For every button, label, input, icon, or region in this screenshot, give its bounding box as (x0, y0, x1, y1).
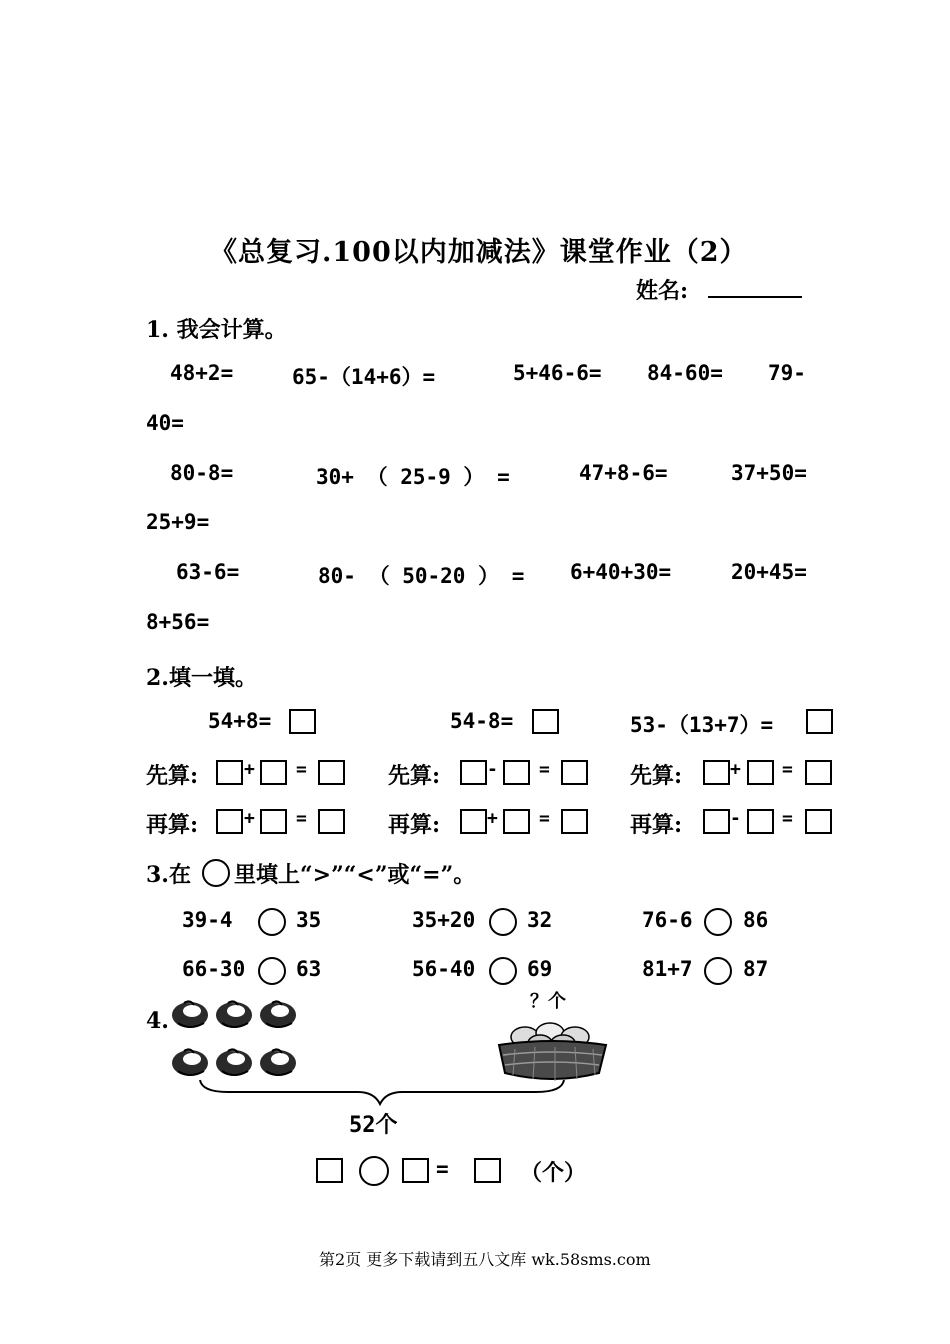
q1-expression: 48+2= (170, 361, 234, 385)
answer-box[interactable] (216, 760, 243, 785)
q1-expression: 80-8= (170, 461, 234, 485)
first-step-label: 先算: (146, 763, 199, 789)
q1-expression: 47+8-6= (579, 461, 668, 485)
compare-right: 86 (743, 908, 769, 932)
answer-box[interactable] (806, 709, 833, 734)
second-step-label: 再算: (146, 812, 199, 838)
equals-sign: = (539, 808, 550, 829)
compare-circle[interactable] (258, 957, 286, 985)
peach-icon (216, 1001, 252, 1028)
second-step-label: 再算: (630, 812, 683, 838)
answer-box[interactable] (561, 809, 588, 834)
unit-label: （个） (520, 1160, 587, 1186)
answer-box[interactable] (460, 760, 487, 785)
peach-icon (260, 1001, 296, 1028)
compare-right: 35 (296, 908, 322, 932)
equals-sign: = (539, 759, 550, 780)
q2-heading: 2.填一填。 (146, 665, 257, 691)
answer-box[interactable] (460, 809, 487, 834)
equals-sign: = (296, 759, 307, 780)
q3-heading-rest: 里填上“>”“<”或“=”。 (234, 862, 476, 888)
q1-expression: 20+45= (731, 560, 807, 584)
operator: + (244, 759, 255, 780)
answer-box[interactable] (532, 709, 559, 734)
answer-box[interactable] (402, 1158, 429, 1183)
total-count-label: 52个 (349, 1113, 398, 1138)
answer-box[interactable] (747, 760, 774, 785)
answer-box[interactable] (503, 809, 530, 834)
q2-problem: 54-8= (450, 709, 514, 733)
equals-sign: = (436, 1157, 449, 1181)
q1-expression: 40= (146, 411, 184, 435)
q4-heading: 4. (146, 1008, 169, 1034)
q1-expression: 6+40+30= (570, 560, 672, 584)
compare-circle[interactable] (704, 957, 732, 985)
q1-expression: 80- （ 50-20 ） = (318, 564, 525, 588)
compare-left: 39-4 (182, 908, 233, 932)
answer-box[interactable] (216, 809, 243, 834)
peach-icon (216, 1049, 252, 1076)
answer-box[interactable] (260, 809, 287, 834)
answer-box[interactable] (289, 709, 316, 734)
q1-expression: 30+ （ 25-9 ） = (316, 465, 510, 489)
answer-box[interactable] (805, 760, 832, 785)
answer-box[interactable] (318, 760, 345, 785)
answer-box[interactable] (561, 760, 588, 785)
first-step-label: 先算: (630, 763, 683, 789)
operator: + (730, 759, 741, 780)
answer-box[interactable] (260, 760, 287, 785)
q3-heading: 3.在 (146, 862, 191, 888)
first-step-label: 先算: (388, 763, 441, 789)
q2-problem: 53-（13+7）= (630, 713, 774, 737)
q1-expression: 84-60= (647, 361, 723, 385)
peach-icon (172, 1049, 208, 1076)
answer-box[interactable] (474, 1158, 501, 1183)
q2-problem: 54+8= (208, 709, 272, 733)
compare-left: 66-30 (182, 957, 246, 981)
q1-expression: 63-6= (176, 560, 240, 584)
answer-box[interactable] (316, 1158, 343, 1183)
peaches-illustration (168, 995, 308, 1085)
equals-sign: = (296, 808, 307, 829)
name-label: 姓名: (636, 278, 689, 304)
compare-circle[interactable] (489, 908, 517, 936)
q1-expression: 37+50= (731, 461, 807, 485)
q1-expression: 25+9= (146, 510, 210, 534)
compare-left: 35+20 (412, 908, 476, 932)
second-step-label: 再算: (388, 812, 441, 838)
operator: + (244, 808, 255, 829)
answer-box[interactable] (318, 809, 345, 834)
compare-left: 76-6 (642, 908, 693, 932)
compare-circle-icon (202, 859, 230, 887)
q1-expression: 79- (768, 361, 806, 385)
q1-expression: 5+46-6= (513, 361, 602, 385)
operator: - (487, 759, 498, 780)
unknown-count-label: ？个 (530, 991, 566, 1012)
compare-circle[interactable] (258, 908, 286, 936)
compare-right: 87 (743, 957, 769, 981)
name-blank[interactable] (708, 296, 802, 298)
answer-box[interactable] (805, 809, 832, 834)
compare-right: 63 (296, 957, 322, 981)
compare-right: 32 (527, 908, 553, 932)
compare-right: 69 (527, 957, 553, 981)
compare-circle[interactable] (489, 957, 517, 985)
operator: + (487, 808, 498, 829)
compare-left: 81+7 (642, 957, 693, 981)
answer-box[interactable] (503, 760, 530, 785)
operator: - (730, 808, 741, 829)
compare-left: 56-40 (412, 957, 476, 981)
q1-expression: 8+56= (146, 610, 210, 634)
page-title: 《总复习.100以内加减法》课堂作业（2） (210, 237, 748, 268)
equals-sign: = (782, 808, 793, 829)
answer-box[interactable] (703, 809, 730, 834)
answer-box[interactable] (747, 809, 774, 834)
q1-heading: 1. 我会计算。 (146, 317, 287, 343)
peach-icon (172, 1001, 208, 1028)
compare-circle[interactable] (704, 908, 732, 936)
q1-expression: 65-（14+6）= (292, 365, 436, 389)
operator-circle[interactable] (359, 1156, 389, 1186)
equals-sign: = (782, 759, 793, 780)
peach-icon (260, 1049, 296, 1076)
answer-box[interactable] (703, 760, 730, 785)
brace-icon (198, 1078, 566, 1108)
page-footer: 第2页 更多下载请到五八文库 wk.58sms.com (319, 1250, 651, 1269)
basket-icon (495, 1015, 610, 1085)
